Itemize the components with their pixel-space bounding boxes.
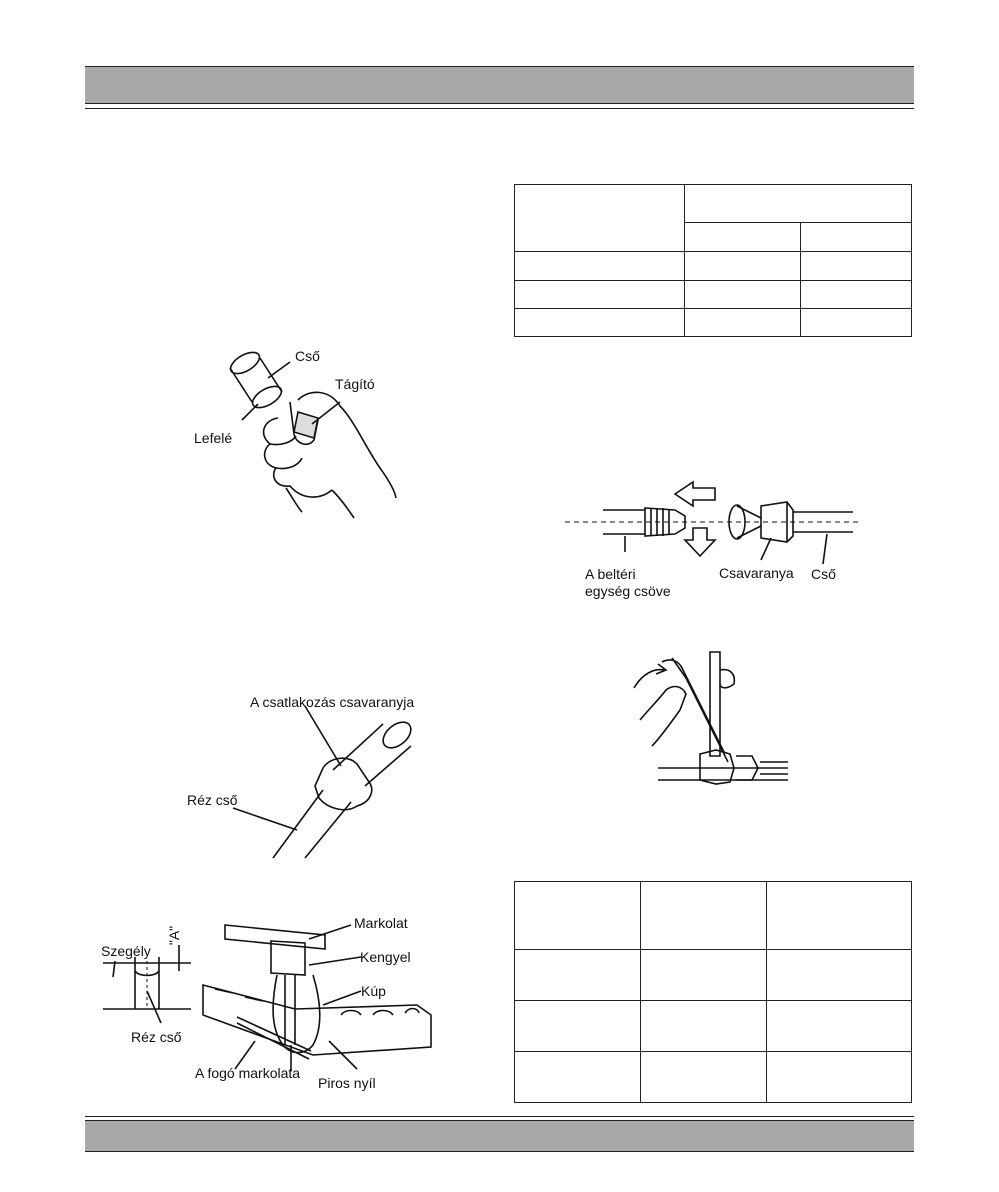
- table-cell: [767, 882, 912, 950]
- table-cell: [641, 1001, 767, 1052]
- label-pipe: Cső: [295, 348, 320, 364]
- table-cell: [685, 252, 801, 280]
- label-indoor-pipe-line2: egység csöve: [585, 583, 671, 599]
- label-red-arrow: Piros nyíl: [318, 1075, 376, 1091]
- label-yoke: Kengyel: [360, 949, 411, 965]
- table-cell: [801, 223, 912, 252]
- label-copper-pipe-flare: Réz cső: [131, 1029, 182, 1045]
- table-cell: [685, 308, 801, 336]
- wrench-figure: [620, 650, 810, 785]
- label-indoor-pipe-line1: A beltéri: [585, 566, 636, 582]
- table-cell: [515, 950, 641, 1001]
- footer-band: [85, 1120, 914, 1152]
- table-cell: [641, 882, 767, 950]
- table-cell: [515, 185, 685, 252]
- table-cell: [515, 252, 685, 280]
- label-downward: Lefelé: [194, 430, 233, 446]
- label-copper-pipe: Réz cső: [187, 792, 238, 808]
- label-cone: Kúp: [361, 983, 386, 999]
- label-handle: Markolat: [354, 915, 408, 931]
- label-edge: Szegély: [101, 943, 151, 959]
- table-cell: [801, 308, 912, 336]
- header-rule: [85, 108, 914, 109]
- table-cell: [641, 1052, 767, 1103]
- label-clamp-handle: A fogó markolata: [195, 1065, 301, 1081]
- torque-table-top: [514, 184, 912, 337]
- table-cell: [515, 882, 641, 950]
- flaring-tool-figure: [95, 905, 450, 1095]
- table-cell: [801, 252, 912, 280]
- table-cell: [515, 280, 685, 308]
- wrench-illustration: [620, 650, 810, 785]
- label-expander-tool: Tágító: [335, 376, 375, 392]
- label-connection-nut: A csatlakozás csavaranyja: [250, 694, 415, 710]
- table-cell: [685, 223, 801, 252]
- label-dimension-a: "A": [166, 925, 183, 946]
- table-cell: [685, 185, 912, 223]
- flare-nut-figure: [185, 690, 430, 860]
- torque-table-bottom: [514, 881, 912, 1103]
- expander-figure: [190, 340, 410, 520]
- table-cell: [801, 280, 912, 308]
- table-cell: [641, 950, 767, 1001]
- table-cell: [767, 1052, 912, 1103]
- table-cell: [515, 308, 685, 336]
- table-cell: [767, 1001, 912, 1052]
- table-cell: [515, 1001, 641, 1052]
- label-pipe-right: Cső: [811, 566, 836, 582]
- header-band: [85, 66, 914, 104]
- connection-figure: [565, 480, 865, 605]
- table-cell: [767, 950, 912, 1001]
- flare-nut-illustration: [185, 690, 430, 860]
- table-cell: [515, 1052, 641, 1103]
- table-cell: [685, 280, 801, 308]
- label-nut: Csavaranya: [719, 565, 794, 581]
- footer-rule: [85, 1116, 914, 1117]
